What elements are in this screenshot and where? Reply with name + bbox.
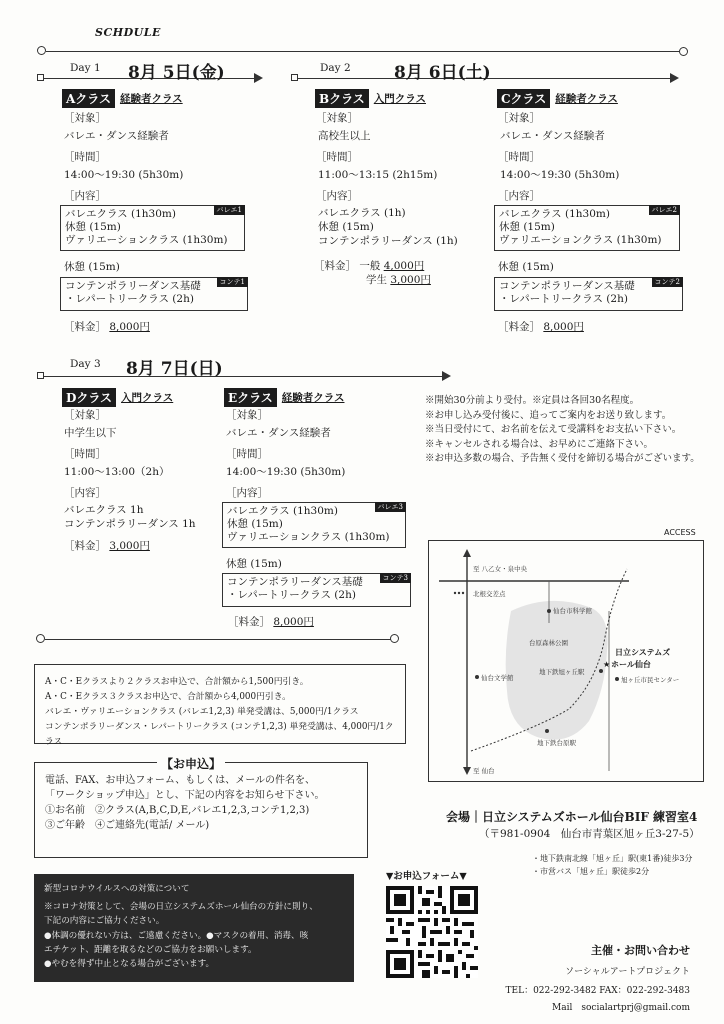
venue-address: （〒981-0904 仙台市青葉区旭ヶ丘3-27-5） — [479, 828, 700, 840]
apply-line: ①お名前 ②クラス(A,B,C,D,E,バレエ1,2,3,コンテ1,2,3) — [45, 805, 310, 816]
note-item: ※お申し込み受付後に、追ってご案内をお送り致します。 — [425, 409, 672, 421]
class-a-break: 休憩 (15m) — [64, 261, 120, 273]
class-e-target-label: ［対象］ — [226, 409, 268, 421]
class-c-fee-amount: 8,000円 — [543, 321, 584, 333]
south-arrow-icon — [463, 767, 471, 775]
apply-line: 「ワークショップ申込」とし、下記の内容をお知らせ下さい。 — [45, 790, 325, 801]
class-b-fee-label: ［料金］ — [314, 260, 356, 272]
day2-arrow-icon — [670, 73, 679, 83]
class-b-fee-student-label: 学生 — [366, 274, 387, 286]
class-a-box1-line: ヴァリエーションクラス (1h30m) — [65, 234, 228, 246]
star-icon: ★ — [603, 660, 611, 669]
class-e-time-label: ［時間］ — [226, 448, 268, 460]
class-a-box2-line: コンテンポラリーダンス基礎 — [65, 280, 201, 292]
class-c-contemporary-tag: コンテ2 — [652, 277, 683, 287]
covid-notice — [34, 874, 354, 982]
class-a-box2-line: ・レパートリークラス (2h) — [65, 293, 194, 305]
day3-date: 8月 7日(日) — [126, 359, 223, 379]
class-a-title — [62, 89, 183, 108]
day3-arrow-icon — [442, 371, 451, 381]
class-b-content-line: コンテンポラリーダンス (1h) — [318, 235, 458, 247]
class-d-content-line: コンテンポラリーダンス 1h — [64, 518, 196, 530]
class-a-box1-line: バレエクラス (1h30m) — [65, 208, 176, 220]
class-c-ballet-tag: バレエ2 — [649, 205, 680, 215]
class-a-box1-line: 休憩 (15m) — [65, 221, 121, 233]
class-e-ballet-tag: バレエ3 — [375, 502, 406, 512]
covid-line: ●やむを得ず中止となる場合がございます。 — [44, 959, 215, 970]
class-c-time: 14:00〜19:30 (5h30m) — [500, 169, 620, 181]
class-a-content-label: ［内容］ — [64, 190, 106, 202]
apply-title: 【お申込】 — [157, 755, 225, 772]
north-arrow-icon — [463, 549, 471, 557]
contact-org: ソーシャルアートプロジェクト — [565, 967, 690, 977]
class-d-fee — [64, 538, 150, 553]
discount-line: A・C・Eクラス３クラスお申込で、合計額から4,000円引き。 — [45, 692, 291, 702]
class-a-target: バレエ・ダンス経験者 — [64, 130, 169, 142]
class-c-title — [497, 89, 618, 108]
class-b-time-label: ［時間］ — [316, 151, 358, 163]
venue-access — [532, 852, 692, 878]
day3-label: Day 3 — [70, 358, 101, 370]
discount-line: コンテンポラリーダンス・レパートリークラス (コンテ1,2,3) 単発受講は、4,000円/1クラス — [45, 722, 394, 747]
map-label-civic-center: 旭ヶ丘市民センター — [621, 676, 680, 684]
notes-list — [425, 394, 700, 467]
class-b-fee-general: 4,000円 — [383, 260, 425, 272]
class-e-time: 14:00〜19:30 (5h30m) — [226, 466, 346, 478]
class-e-box1-line: バレエクラス (1h30m) — [227, 505, 338, 517]
class-e-target: バレエ・ダンス経験者 — [226, 427, 331, 439]
class-b-level: 入門クラス — [373, 93, 426, 105]
class-a-contemporary-tag: コンテ1 — [217, 277, 248, 287]
map-label-dainohara-station: 地下鉄台原駅 — [537, 739, 576, 747]
map-label-park: 台原森林公園 — [529, 639, 568, 647]
timeline-start-ring — [37, 46, 46, 55]
timeline-line-top — [46, 51, 680, 52]
note-item: ※キャンセルされる場合は、お早めにご連絡下さい。 — [425, 438, 654, 450]
class-a-ballet-tag: バレエ1 — [214, 205, 245, 215]
class-b-content-line: 休憩 (15m) — [318, 221, 374, 233]
class-a-ballet-box — [60, 205, 245, 251]
class-c-ballet-box — [494, 205, 680, 251]
class-e-box2-line: コンテンポラリーダンス基礎 — [227, 576, 363, 588]
covid-line: ●体調の優れない方は、ご遠慮ください。●マスクの着用、消毒、咳 — [44, 930, 309, 941]
class-c-fee — [498, 319, 584, 334]
contact-block — [506, 942, 690, 1013]
class-c-box2-line: コンテンポラリーダンス基礎 — [499, 280, 635, 292]
class-a-badge: Aクラス — [62, 89, 115, 108]
class-b-time: 11:00〜13:15 (2h15m) — [318, 169, 438, 181]
discount-line: バレエ・ヴァリエーションクラス (バレエ1,2,3) 単発受講は、5,000円/1クラス — [45, 707, 359, 717]
day3-marker — [37, 372, 44, 379]
venue-access-line: ・地下鉄南北線「旭ヶ丘」駅(東1番)徒歩3分 — [532, 854, 693, 863]
class-b-fee — [314, 258, 424, 273]
note-item: ※お申込多数の場合、予告無く受付を締切る場合がございます。 — [425, 453, 700, 464]
class-e-fee-label: ［料金］ — [228, 616, 270, 628]
class-b-badge: Bクラス — [315, 89, 369, 108]
map-label-bungakukan: 仙台文学館 — [481, 674, 514, 682]
timeline-line-bottom — [45, 639, 391, 640]
timeline-bottom-start-ring — [36, 634, 45, 643]
class-c-break: 休憩 (15m) — [498, 261, 554, 273]
qr-code-graphic — [386, 886, 478, 978]
class-e-break: 休憩 (15m) — [226, 558, 282, 570]
class-e-level: 経験者クラス — [281, 392, 345, 404]
day1-label: Day 1 — [70, 62, 101, 74]
covid-line: エチケット、距離を取るなどのご協力をお願いします。 — [44, 944, 257, 955]
access-label: ACCESS — [664, 528, 696, 537]
schedule-title: SCHDULE — [95, 26, 161, 39]
map-label-science-museum: 仙台市科学館 — [553, 607, 592, 615]
class-b-target-label: ［対象］ — [316, 112, 358, 124]
class-c-box1-line: バレエクラス (1h30m) — [499, 208, 610, 220]
discount-line: A・C・Eクラスより２クラスお申込で、合計額から1,500円引き。 — [45, 677, 309, 687]
class-e-title — [224, 388, 344, 407]
covid-line: ※コロナ対策として、会場の日立システムズホール仙台の方針に則り、 — [44, 902, 318, 913]
apply-line: 電話、FAX、お申込フォーム、もしくは、メールの件名を、 — [45, 775, 316, 786]
class-e-badge: Eクラス — [224, 388, 277, 407]
class-c-level: 経験者クラス — [555, 93, 618, 105]
form-label: ▼お申込フォーム▼ — [386, 871, 467, 882]
class-d-content — [64, 503, 196, 531]
class-a-time: 14:00〜19:30 (5h30m) — [64, 169, 184, 181]
class-a-time-label: ［時間］ — [64, 151, 106, 163]
class-a-target-label: ［対象］ — [64, 112, 106, 124]
contact-title: 主催・お問い合わせ — [591, 944, 690, 957]
class-d-fee-label: ［料金］ — [64, 540, 106, 552]
day2-date: 8月 6日(土) — [394, 63, 491, 83]
map-label-south: 至 仙台 — [473, 767, 495, 775]
map-label-asahigaoka-station: 地下鉄旭ヶ丘駅 — [539, 668, 585, 676]
class-a-fee — [64, 319, 150, 334]
class-b-content — [318, 206, 458, 248]
class-c-contemporary-box — [494, 277, 683, 311]
access-map — [428, 540, 704, 782]
apply-box — [34, 757, 368, 858]
class-a-fee-amount: 8,000円 — [109, 321, 150, 333]
contact-tel: TEL：022-292-3482 FAX：022-292-3483 — [505, 986, 690, 996]
class-d-time-label: ［時間］ — [64, 448, 106, 460]
class-d-target: 中学生以下 — [64, 427, 117, 439]
class-c-time-label: ［時間］ — [498, 151, 540, 163]
contact-mail: Mail socialartprj@gmail.com — [552, 1003, 690, 1013]
apply-body — [45, 773, 325, 833]
apply-line: ③ご年齢 ④ご連絡先(電話/ メール) — [45, 820, 210, 831]
class-b-content-line: バレエクラス (1h) — [318, 207, 406, 219]
class-c-content-label: ［内容］ — [498, 190, 540, 202]
map-label-hall-line2: ホール仙台 — [611, 660, 651, 669]
class-e-box1-line: 休憩 (15m) — [227, 518, 283, 530]
note-item: ※開始30分前より受付。※定員は各回30名程度。 — [425, 395, 640, 406]
day1-marker — [37, 74, 44, 81]
class-d-content-label: ［内容］ — [64, 487, 106, 499]
venue-access-line: ・市営バス「旭ヶ丘」駅徒歩2分 — [532, 867, 650, 876]
class-b-content-label: ［内容］ — [316, 190, 358, 202]
day1-date: 8月 5日(金) — [128, 63, 225, 83]
map-label-north: 至 八乙女・泉中央 — [473, 565, 528, 573]
map-label-kitaneban: 北根交差点 — [473, 590, 506, 598]
class-d-content-line: バレエクラス 1h — [64, 504, 144, 516]
covid-line: 下記の内容にご協力ください。 — [44, 916, 165, 927]
class-b-title — [315, 89, 426, 108]
class-e-content-label: ［内容］ — [226, 487, 268, 499]
class-c-box2-line: ・レパートリークラス (2h) — [499, 293, 628, 305]
class-b-target: 高校生以上 — [318, 130, 371, 142]
covid-title: 新型コロナウイルスへの対策について — [44, 884, 190, 894]
class-d-level: 入門クラス — [121, 392, 174, 404]
class-b-fee-student-row — [366, 272, 431, 287]
class-c-box1-line: ヴァリエーションクラス (1h30m) — [499, 234, 662, 246]
map-label-hall-line1: 日立システムズ — [615, 648, 671, 657]
day3-line — [44, 376, 444, 377]
qr-code-icon[interactable] — [386, 886, 478, 978]
class-c-fee-label: ［料金］ — [498, 321, 540, 333]
venue-name: 会場｜日立システムズホール仙台BIF 練習室4 — [446, 810, 698, 824]
class-e-box2-line: ・レパートリークラス (2h) — [227, 589, 356, 601]
day2-marker — [291, 74, 298, 81]
discount-box — [34, 664, 406, 747]
timeline-bottom-end-ring — [390, 634, 399, 643]
class-a-fee-label: ［料金］ — [64, 321, 106, 333]
day2-label: Day 2 — [320, 62, 351, 74]
class-a-contemporary-box — [60, 277, 248, 311]
class-e-box1-line: ヴァリエーションクラス (1h30m) — [227, 531, 390, 543]
class-d-time: 11:00〜13:00（2h） — [64, 466, 170, 478]
class-b-fee-general-label: 一般 — [359, 260, 381, 272]
class-c-box1-line: 休憩 (15m) — [499, 221, 555, 233]
class-d-badge: Dクラス — [62, 388, 116, 407]
class-e-ballet-box — [222, 502, 406, 548]
timeline-end-ring — [679, 47, 688, 56]
note-item: ※当日受付にて、お名前を伝えて受講料をお支払い下さい。 — [425, 424, 682, 435]
class-e-fee — [228, 614, 314, 629]
class-c-target-label: ［対象］ — [498, 112, 540, 124]
class-d-target-label: ［対象］ — [64, 409, 106, 421]
map-drawing — [429, 541, 705, 783]
class-a-level: 経験者クラス — [119, 93, 183, 105]
class-e-fee-amount: 8,000円 — [273, 616, 314, 628]
class-d-title — [62, 388, 173, 407]
day1-arrow-icon — [254, 73, 263, 83]
class-c-target: バレエ・ダンス経験者 — [500, 130, 605, 142]
class-b-fee-student: 3,000円 — [390, 274, 431, 286]
class-e-contemporary-tag: コンテ3 — [380, 573, 411, 583]
class-e-contemporary-box — [222, 573, 411, 607]
class-d-fee-amount: 3,000円 — [109, 540, 150, 552]
class-c-badge: Cクラス — [497, 89, 550, 108]
